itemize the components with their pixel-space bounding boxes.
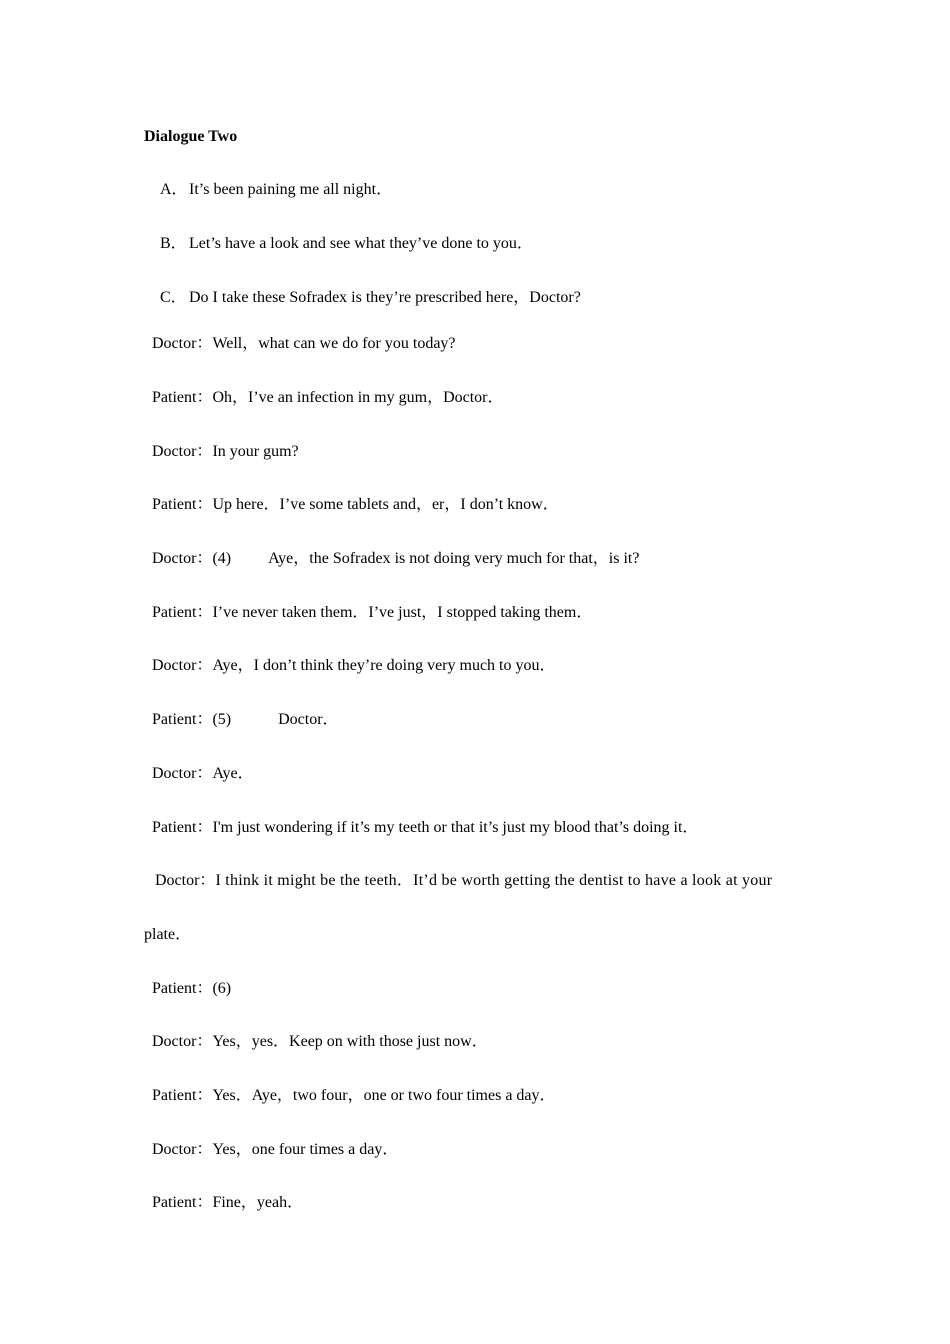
dialogue-line (152, 818, 698, 838)
dialogue-text: Up here．I’ve some tablets and，er，I don’t know． (212, 496, 559, 513)
dialogue-text: Aye，I don’t think they’re doing very much to you． (212, 657, 556, 674)
dialogue-line (152, 549, 639, 569)
dialogue-line (152, 1086, 556, 1106)
speaker-label: Doctor： (155, 872, 216, 889)
speaker-label: Patient： (152, 496, 213, 513)
dialogue-text: Aye，the Sofradex is not doing very much for that，is it? (268, 550, 640, 567)
dialogue-text: Doctor． (278, 711, 339, 728)
dialogue-line (152, 388, 504, 408)
option-letter: B． (160, 235, 187, 252)
speaker-label: Doctor： (152, 657, 213, 674)
dialogue-text: Yes，one four times a day． (212, 1141, 399, 1158)
blank-number: (4) (212, 550, 232, 567)
answer-option-a (160, 180, 392, 200)
blank-number: (6) (212, 980, 232, 997)
option-letter: A． (160, 181, 188, 198)
option-text: Let’s have a look and see what they’ve done to you． (189, 235, 533, 252)
speaker-label: Patient： (152, 819, 213, 836)
dialogue-text: I’ve never taken them．I’ve just，I stopped taking them． (212, 604, 593, 621)
speaker-label: Doctor： (152, 550, 213, 567)
speaker-label: Doctor： (152, 1141, 213, 1158)
dialogue-text: Yes，yes．Keep on with those just now． (212, 1033, 488, 1050)
answer-option-c (160, 288, 581, 308)
dialogue-line (152, 442, 299, 462)
speaker-label: Doctor： (152, 335, 213, 352)
speaker-label: Patient： (152, 1087, 213, 1104)
dialogue-text: I'm just wondering if it’s my teeth or that it’s just my blood that’s doing it． (212, 819, 699, 836)
dialogue-line (152, 1032, 488, 1052)
dialogue-text: I think it might be the teeth．It’d be worth getting the dentist to have a look at your (215, 872, 773, 889)
option-text: Do I take these Sofradex is they’re prescribed here，Doctor? (189, 289, 581, 306)
blank-number: (5) (212, 711, 232, 728)
speaker-label: Patient： (152, 604, 213, 621)
speaker-label: Patient： (152, 1194, 213, 1211)
dialogue-line (152, 1193, 303, 1213)
dialogue-line (152, 334, 456, 354)
answer-option-b (160, 234, 533, 254)
dialogue-text: Yes．Aye，two four，one or two four times a day． (212, 1087, 556, 1104)
dialogue-continuation: plate． (144, 926, 192, 943)
speaker-label: Doctor： (152, 765, 213, 782)
speaker-label: Patient： (152, 389, 213, 406)
dialogue-line (152, 495, 559, 515)
speaker-label: Patient： (152, 711, 213, 728)
dialogue-line (152, 1140, 398, 1160)
section-heading: Dialogue Two (144, 128, 238, 145)
speaker-label: Doctor： (152, 1033, 213, 1050)
dialogue-line (152, 710, 339, 730)
dialogue-text: Oh，I’ve an infection in my gum，Doctor． (212, 389, 504, 406)
dialogue-line (152, 656, 556, 676)
dialogue-text: In your gum? (212, 443, 299, 460)
dialogue-line (152, 603, 592, 623)
speaker-label: Patient： (152, 980, 213, 997)
option-letter: C． (160, 289, 187, 306)
dialogue-line (152, 979, 231, 999)
speaker-label: Doctor： (152, 443, 213, 460)
option-text: It’s been paining me all night． (189, 181, 393, 198)
dialogue-text: Aye． (212, 765, 254, 782)
dialogue-text: Well，what can we do for you today? (212, 335, 456, 352)
dialogue-text: Fine，yeah． (212, 1194, 304, 1211)
dialogue-line (155, 871, 772, 891)
dialogue-line (152, 764, 254, 784)
